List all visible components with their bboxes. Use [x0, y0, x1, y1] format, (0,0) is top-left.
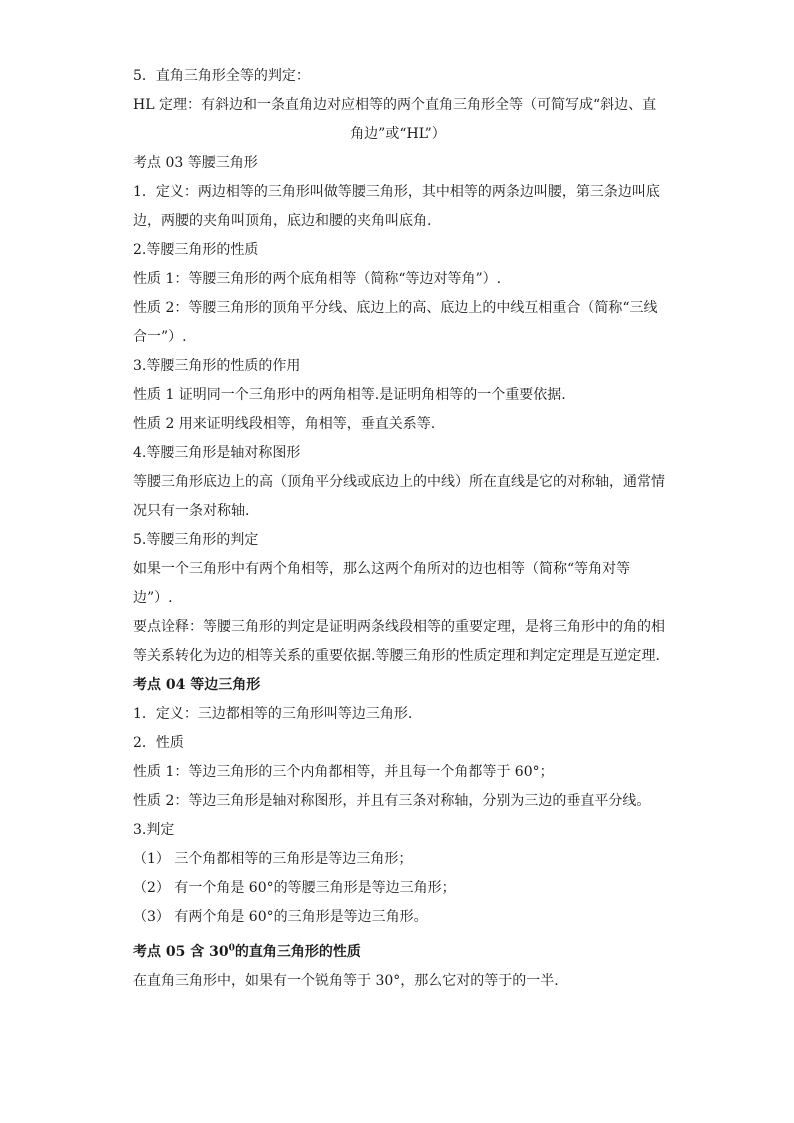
k03-note-line-1: 要点诠释：等腰三角形的判定是证明两条线段相等的重要定理，是将三角形中的角的相 [133, 619, 665, 635]
k03-axis-line-2: 况只有一条对称轴. [133, 503, 250, 519]
hl-theorem-line-2: 角边”或“HL”） [350, 126, 446, 142]
document-page [133, 62, 663, 991]
hl-theorem-line-1: HL 定理：有斜边和一条直角边对应相等的两个直角三角形全等（可简写成“斜边、直 [133, 97, 657, 113]
k03-axis-heading: 4.等腰三角形是轴对称图形 [133, 445, 301, 461]
k04-property-1: 性质 1：等边三角形的三个内角都相等，并且每一个角都等于 60°； [133, 764, 554, 780]
hl-heading: 5．直角三角形全等的判定： [133, 68, 310, 84]
k03-property-heading: 2.等腰三角形的性质 [133, 242, 259, 258]
k03-definition-line-2: 边，两腰的夹角叫顶角，底边和腰的夹角叫底角. [133, 213, 432, 229]
section-05-title [133, 942, 663, 962]
k03-judge-line-2: 边”）. [133, 590, 173, 606]
k04-judge-item-1: （1） 三个角都相等的三角形是等边三角形； [133, 851, 413, 867]
k05-body: 在直角三角形中，如果有一个锐角等于 30°，那么它对的等于的一半. [133, 973, 559, 989]
k03-axis-line-1: 等腰三角形底边上的高（顶角平分线或底边上的中线）所在直线是它的对称轴，通常情 [133, 474, 665, 490]
k03-use-1: 性质 1 证明同一个三角形中的两角相等.是证明角相等的一个重要依据. [133, 387, 566, 403]
k03-judge-heading: 5.等腰三角形的判定 [133, 532, 259, 548]
k03-property-1: 性质 1：等腰三角形的两个底角相等（简称“等边对等角”）. [133, 271, 502, 287]
k04-definition: 1．定义：三边都相等的三角形叫等边三角形. [133, 706, 413, 722]
k03-property-2-line-2: 合一”）. [133, 329, 187, 345]
section-05-title-suffix: 的直角三角形的性质 [234, 944, 361, 960]
section-04-title: 考点 04 等边三角形 [133, 677, 261, 693]
k03-definition-line-1: 1．定义：两边相等的三角形叫做等腰三角形，其中相等的两条边叫腰，第三条边叫底 [133, 184, 660, 200]
k04-judge-heading: 3.判定 [133, 822, 175, 838]
section-03-title: 考点 03 等腰三角形 [133, 155, 258, 171]
k03-judge-line-1: 如果一个三角形中有两个角相等，那么这两个角所对的边也相等（简称“等角对等 [133, 561, 631, 577]
k03-note-line-2: 等关系转化为边的相等关系的重要依据.等腰三角形的性质定理和判定定理是互逆定理. [133, 648, 660, 664]
k04-property-2: 性质 2：等边三角形是轴对称图形，并且有三条对称轴，分别为三边的垂直平分线。 [133, 793, 651, 809]
section-05-title-superscript: 0 [228, 943, 235, 954]
k04-judge-item-3: （3） 有两个角是 60°的三角形是等边三角形。 [133, 909, 428, 925]
k04-judge-item-2: （2） 有一个角是 60°的等腰三角形是等边三角形； [133, 880, 456, 896]
k03-use-heading: 3.等腰三角形的性质的作用 [133, 358, 301, 374]
k03-use-2: 性质 2 用来证明线段相等，角相等，垂直关系等. [133, 416, 436, 432]
section-05-title-prefix: 考点 05 含 30 [133, 944, 229, 960]
k03-property-2-line-1: 性质 2：等腰三角形的顶角平分线、底边上的高、底边上的中线互相重合（简称“三线 [133, 300, 658, 316]
k04-property-heading: 2．性质 [133, 735, 184, 751]
